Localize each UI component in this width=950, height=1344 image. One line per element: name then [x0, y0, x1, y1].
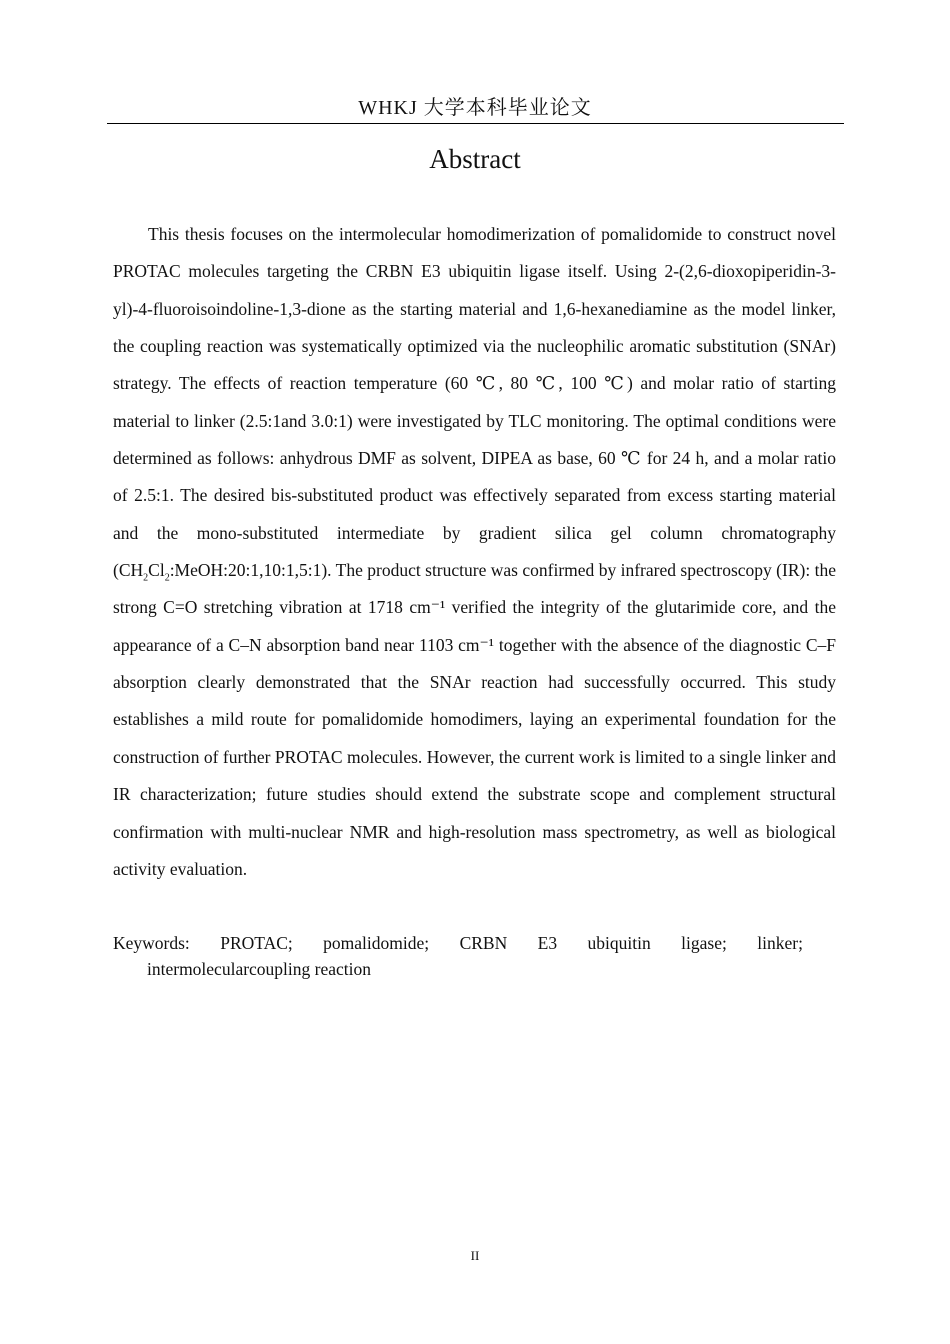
abstract-paragraph	[113, 216, 836, 888]
abstract-title: Abstract	[429, 144, 521, 174]
keywords-continuation: intermolecularcoupling reaction	[147, 959, 372, 979]
abstract-text-part3: :MeOH:20:1,10:1,5:1). The product structure was confirmed by infrared spectroscopy (IR): the strong C=O stretching vibration at 1718 cm⁻¹ verified the integrity of the glutarimide core, and the appearance of a C–N absorption band near 1103 cm⁻¹ together with the absence of the diagnostic C–F absorption clearly demonstrated that the SNAr reaction had successfully occurred. This study establishes a mild route for pomalidomide homodimers, laying an experimental foundation for the construction of further PROTAC molecules. However, the current work is limited to a single linker and IR characterization; future studies should extend the substrate scope and complement structural confirmation with multi-nuclear NMR and high-resolution mass spectrometry, as well as biological activity evaluation.	[113, 560, 836, 879]
abstract-text-part1: This thesis focuses on the intermolecular homodimerization of pomalidomide to construct novel PROTAC molecules targeting the CRBN E3 ubiquitin ligase itself. Using 2-(2,6-dioxopiperidin-3-yl)-4-fluoroisoindoline-1,3-dione as the starting material and 1,6-hexanediamine as the model linker, the coupling reaction was systematically optimized via the nucleophilic aromatic substitution (SNAr) strategy. The effects of reaction temperature (60 ℃, 80 ℃, 100 ℃) and molar ratio of starting material to linker (2.5:1and 3.0:1) were investigated by TLC monitoring. The optimal conditions were determined as follows: anhydrous DMF as solvent, DIPEA as base, 60 ℃ for 24 h, and a molar ratio of 2.5:1. The desired bis-substituted product was effectively separated from excess starting material and the mono-substituted intermediate by gradient silica gel column chromatography (CH	[113, 224, 836, 581]
keywords-line: Keywords: PROTAC; pomalidomide; CRBN E3 ubiquitin ligase; linker;	[113, 933, 803, 953]
abstract-text-part2: Cl	[148, 560, 165, 581]
subscript-2: 2	[143, 572, 149, 584]
header-divider	[107, 123, 844, 124]
page-header: WHKJ 大学本科毕业论文	[358, 97, 592, 119]
subscript-2: 2	[164, 572, 170, 584]
page-number: II	[470, 1248, 480, 1263]
